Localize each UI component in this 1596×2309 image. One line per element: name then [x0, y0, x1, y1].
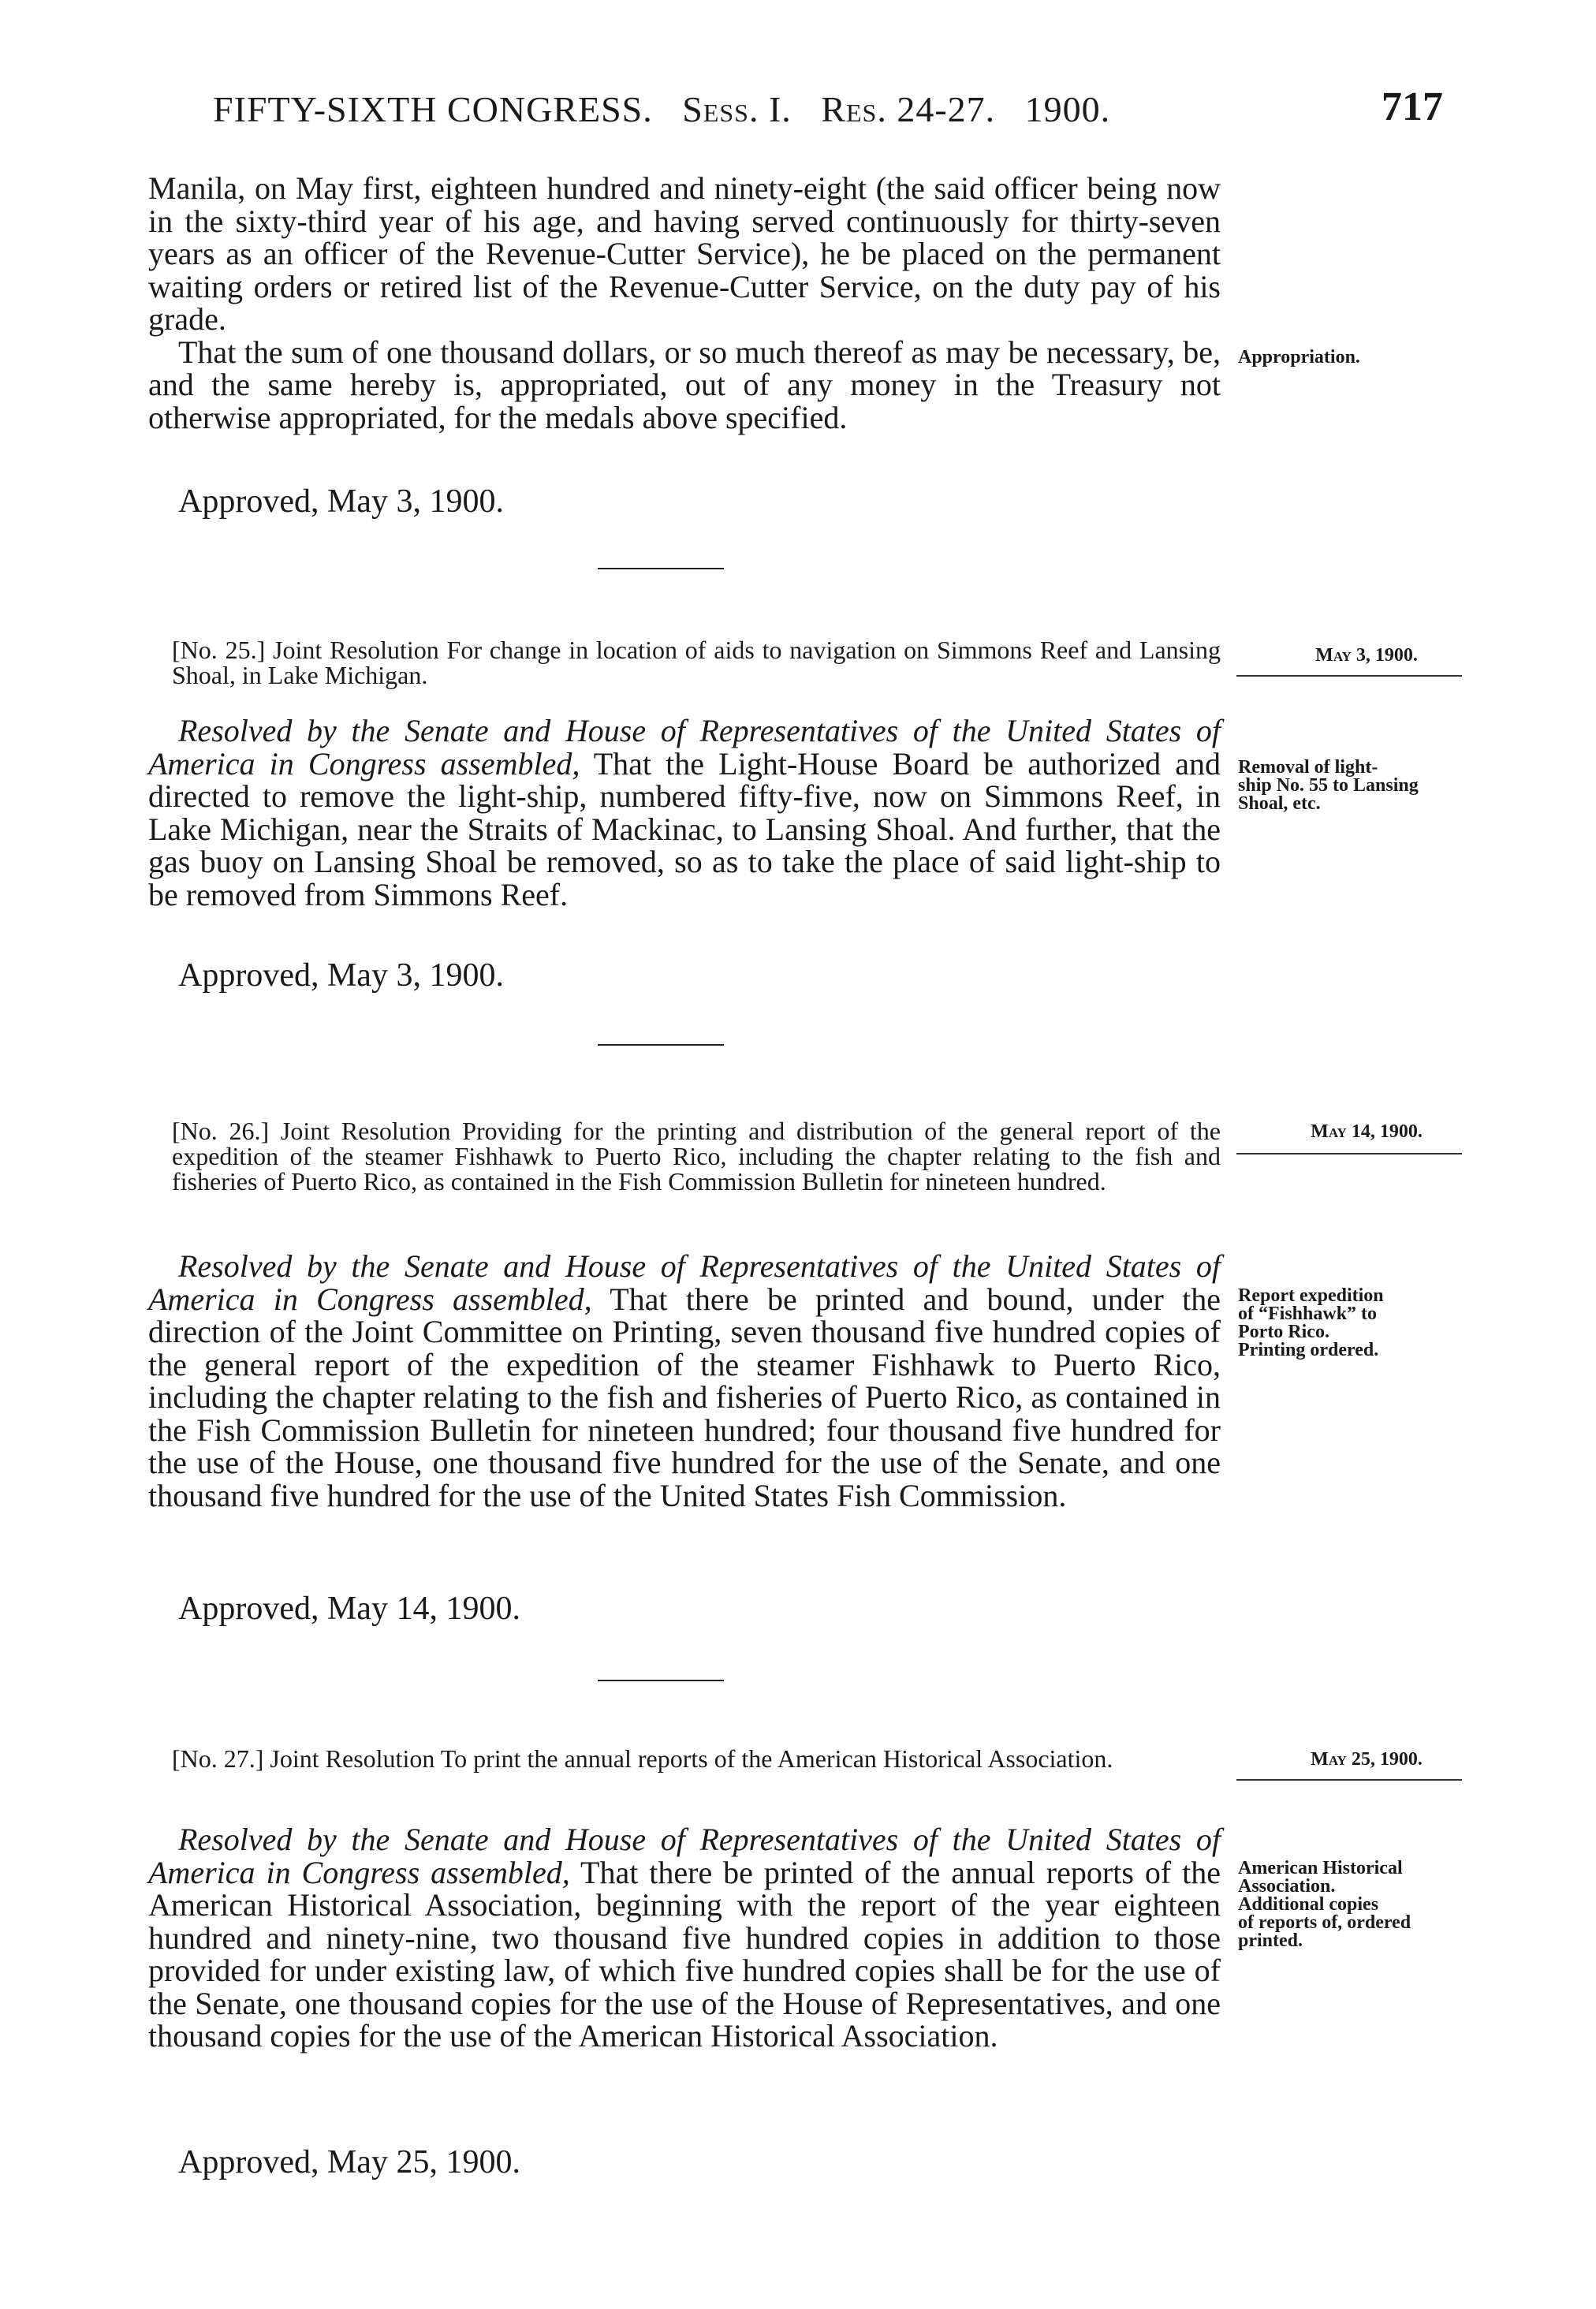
section-divider	[598, 1680, 724, 1681]
res24-continuation	[148, 172, 1221, 434]
res25-approved: Approved, May 3, 1900.	[178, 957, 504, 994]
side-note-appropriation: Appropriation.	[1238, 347, 1360, 367]
session-label: Sess. I.	[682, 89, 792, 129]
res26-resolving-clause: Resolved by the Senate and House of Representatives of the United States of America in Congress assembled,	[148, 1248, 1221, 1317]
res24-para1: Manila, on May first, eighteen hundred and ninety-eight (the said officer being now in the sixty-third year of his age, and having served continuously for thirty-seven years as an officer of the Revenue-Cutter Service), he be placed on the permanent waiting orders or retired list of the Revenue-Cutter Service, on the duty pay of his grade.	[148, 170, 1221, 337]
res25-date-rule	[1236, 675, 1462, 677]
res26-intro: [No. 26.] Joint Resolution Providing for the printing and distribution of the general report of the expedition of the steamer Fishhawk to Puerto Rico, including the chapter relating to the fish and fisheries of Puerto Rico, as contained in the Fish Commission Bulletin for nineteen hundred.	[172, 1117, 1221, 1196]
side-note-removal-light-ship: Removal of light- ship No. 55 to Lansing Shoal, etc.	[1238, 757, 1419, 814]
res27-approved: Approved, May 25, 1900.	[178, 2144, 520, 2180]
res26-body	[148, 1250, 1221, 1512]
res27-body	[148, 1823, 1221, 2053]
resolutions-label: Res. 24-27.	[821, 89, 996, 129]
res25-date: May 3, 1900.	[1315, 645, 1418, 666]
res27-resolving-clause: Resolved by the Senate and House of Representatives of the United States of America in Congress assembled,	[148, 1822, 1221, 1890]
res25-text: That the Light-House Board be authorized and directed to remove the light-ship, numbered fifty-five, now on Simmons Reef, in Lake Michigan, near the Straits of Mackinac, to Lansing Shoal. And further, that the gas buoy on Lansing Shoal be removed, so as to take the place of said light-ship to be removed from Simmons Reef.	[148, 745, 1221, 912]
side-note-report-expedition: Report expedition of “Fishhawk” to Porto Rico. Printing ordered.	[1238, 1285, 1384, 1360]
res27-text: That there be printed of the annual reports of the American Historical Association, beginning with the report of the year eighteen hundred and ninety-nine, two thousand five hundred copies in addition to those provided for under existing law, of which five hundred copies shall be for the use of the Senate, one thousand copies for the use of the House of Representatives, and one thousand copies for the use of the American Historical Association.	[148, 1854, 1221, 2053]
res27-date-rule	[1236, 1779, 1462, 1781]
section-divider	[598, 1044, 724, 1046]
section-divider	[598, 568, 724, 569]
res27-date: May 25, 1900.	[1311, 1749, 1423, 1770]
res26-date: May 14, 1900.	[1311, 1121, 1423, 1142]
res25-body	[148, 714, 1221, 911]
year-label: 1900.	[1024, 89, 1111, 129]
side-note-american-historical: American Historical Association. Additional copies of reports of, ordered printed.	[1238, 1858, 1411, 1951]
res25-intro: [No. 25.] Joint Resolution For change in location of aids to navigation on Simmons Reef and Lansing Shoal, in Lake Michigan.	[172, 636, 1221, 689]
res26-date-rule	[1236, 1153, 1462, 1154]
res25-resolving-clause: Resolved by the Senate and House of Representatives of the United States of America in Congress assembled,	[148, 713, 1221, 781]
page-header	[213, 84, 1443, 144]
running-title	[213, 88, 1110, 130]
res24-para2: That the sum of one thousand dollars, or so much thereof as may be necessary, be, and the same hereby is, appropriated, out of any money in the Treasury not otherwise appropriated, for the medals above specified.	[148, 334, 1221, 435]
res26-approved: Approved, May 14, 1900.	[178, 1591, 520, 1627]
res27-intro: [No. 27.] Joint Resolution To print the annual reports of the American Historical Association.	[172, 1744, 1113, 1773]
res26-text: That there be printed and bound, under the direction of the Joint Committee on Printing, seven thousand five hundred copies of the general report of the expedition of the steamer Fishhawk to Puerto Rico, including the chapter relating to the fish and fisheries of Puerto Rico, as contained in the Fish Commission Bulletin for nineteen hundred; four thousand five hundred for the use of the House, one thousand five hundred for the use of the Senate, and one thousand five hundred for the use of the United States Fish Commission.	[148, 1281, 1221, 1513]
page-number: 717	[1382, 84, 1443, 129]
res24-approved: Approved, May 3, 1900.	[178, 483, 504, 520]
congress-label: FIFTY-SIXTH CONGRESS.	[213, 89, 653, 129]
